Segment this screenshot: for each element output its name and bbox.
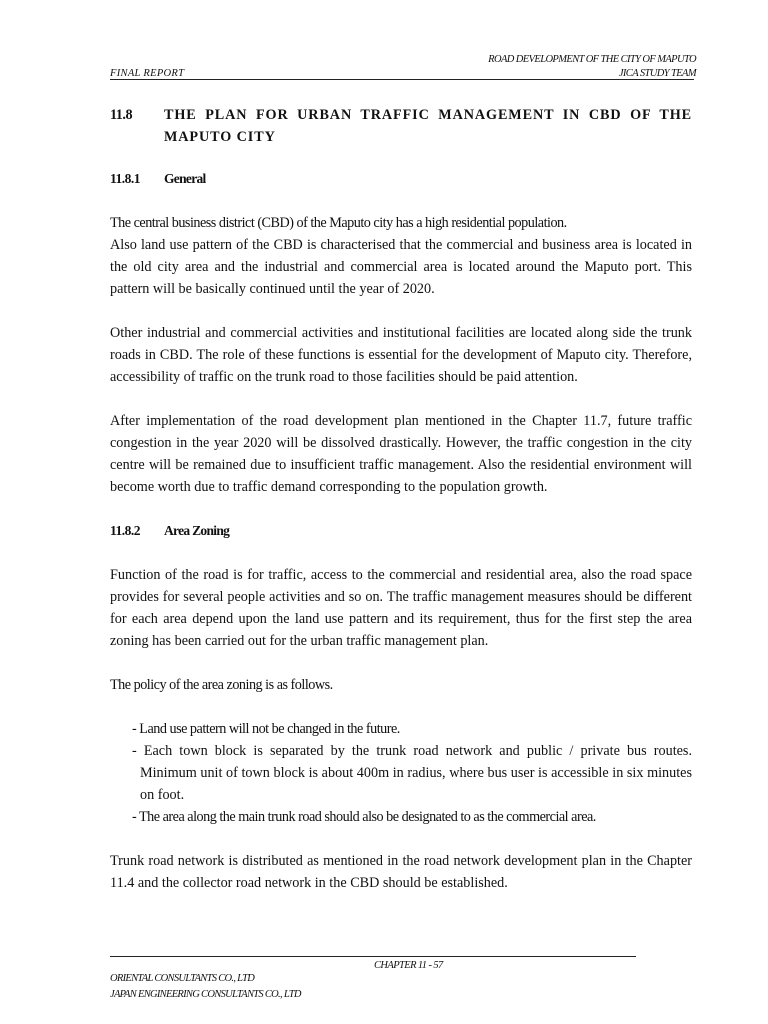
list-item: - Land use pattern will not be changed in the future. [132, 721, 400, 737]
header-team: JICA STUDY TEAM [618, 68, 696, 79]
subsection-number: 11.8.2 [110, 523, 141, 538]
paragraph: Other industrial and commercial activities and institutional facilities are located along side the trunk roads in CBD. The role of these functions is essential for the development of Maputo city. Therefore, accessibility of traffic on the trunk road to those facilities should be paid attention. [110, 325, 692, 385]
policy-list [110, 718, 692, 828]
header-divider [110, 79, 694, 80]
paragraph: The central business district (CBD) of the Maputo city has a high residential population. [110, 215, 567, 231]
subsection-title: General [164, 171, 206, 186]
paragraph: The policy of the area zoning is as follows. [110, 677, 333, 693]
list-item: - The area along the main trunk road should also be designated to as the commercial area. [132, 809, 596, 825]
paragraph: Also land use pattern of the CBD is characterised that the commercial and business area is located in the old city area and the industrial and commercial area is located around the Maputo port. This pattern will be basically continued until the year of 2020. [110, 237, 692, 297]
paragraph: After implementation of the road development plan mentioned in the Chapter 11.7, future traffic congestion in the year 2020 will be dissolved drastically. However, the traffic congestion in the city centre will be remained due to insufficient traffic management. Also the residential environment will become worth due to traffic demand corresponding to the population growth. [110, 413, 692, 495]
footer-company-2: JAPAN ENGINEERING CONSULTANTS CO., LTD [110, 989, 301, 1000]
document-body [110, 104, 692, 894]
section-title: THE PLAN FOR URBAN TRAFFIC MANAGEMENT IN CBD OF THE MAPUTO CITY [164, 107, 692, 145]
paragraph: Trunk road network is distributed as mentioned in the road network development plan in the Chapter 11.4 and the collector road network in the CBD should be established. [110, 853, 692, 891]
subsection-title: Area Zoning [164, 523, 230, 538]
subsection-number: 11.8.1 [110, 171, 141, 186]
section-heading [110, 104, 692, 148]
footer-company-1: ORIENTAL CONSULTANTS CO., LTD [110, 973, 255, 984]
header-report-type: FINAL REPORT [110, 68, 185, 79]
footer-divider [110, 956, 636, 957]
header-project-title: ROAD DEVELOPMENT OF THE CITY OF MAPUTO [488, 54, 696, 65]
paragraph: Function of the road is for traffic, access to the commercial and residential area, also the road space provides for several people activities and so on. The traffic management measures should be different for each area depend upon the land use pattern and its requirement, thus for the first step the area zoning has been carried out for the urban traffic management plan. [110, 567, 692, 649]
list-item: - Each town block is separated by the trunk road network and public / private bus routes. Minimum unit of town block is about 400m in radius, where bus user is accessible in six minutes on foot. [132, 743, 692, 803]
subsection-heading-area-zoning [110, 520, 692, 542]
section-number: 11.8 [110, 107, 133, 123]
page-number: CHAPTER 11 - 57 [374, 960, 443, 971]
subsection-heading-general [110, 168, 692, 190]
